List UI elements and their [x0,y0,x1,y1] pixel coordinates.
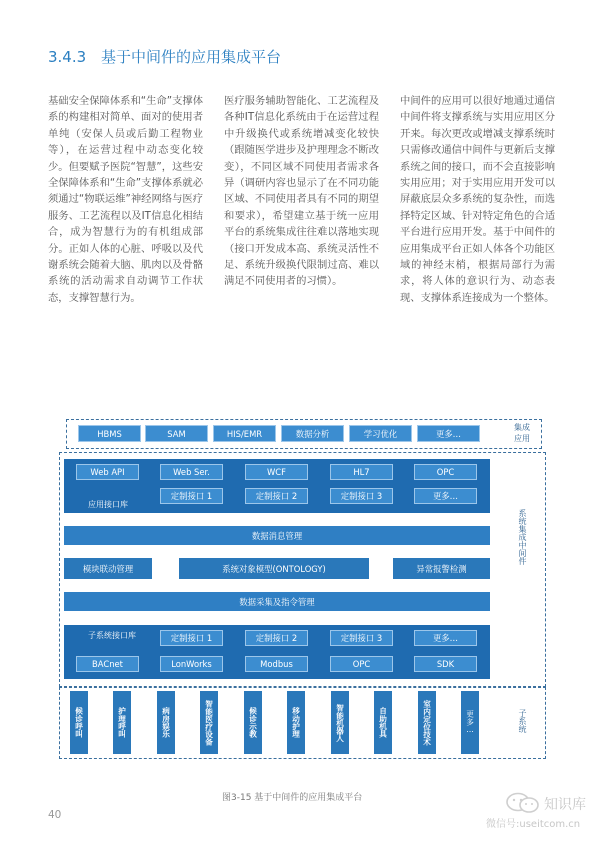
custom-interface-box: 定制接口 2 [245,630,308,646]
protocol-box: LonWorks [160,656,223,672]
subsystem-box: 自助机具 [374,691,392,754]
custom-interface-box: 更多… [414,630,477,646]
watermark-name: 知识库 [544,797,586,813]
protocol-box: BACnet [76,656,139,672]
section-number: 3.4.3 [48,48,87,66]
protocol-box: SDK [414,656,477,672]
custom-interface-box: 定制接口 1 [160,488,223,504]
protocol-box: OPC [330,656,393,672]
ontology-box: 系统对象模型(ONTOLOGY) [179,558,369,579]
custom-interface-box: 定制接口 1 [160,630,223,646]
api-box: Web API [76,464,139,480]
custom-interface-box: 定制接口 2 [245,488,308,504]
subsystem-side-label: 子系统 [518,709,527,733]
page-number: 40 [48,809,62,821]
custom-interface-box: 定制接口 3 [330,630,393,646]
protocol-box: Modbus [245,656,308,672]
middleware-side-label: 系统集成中间件 [518,509,527,565]
body-column-2: 医疗服务辅助智能化、工艺流程及各种IT信息化系统由于在运营过程中升级换代或系统增减变化较快（跟随医学进步及护理理念不断改变），不同区域不同使用者需求各异（调研内容也显示了在不同功能区域、不同使用者具有不同的期望和要求），希望建立基于统一应用平台的系统集成往往难以落地实现（接口开发成本高、系统灵活性不足、系统升级换代限制过高、难以满足不同使用者的习惯）。 [224,95,379,288]
linkage-management-box: 模块联动管理 [64,558,152,579]
apps-side-label: 集成 应用 [514,423,530,443]
app-box: SAM [145,425,208,442]
integration-platform-diagram [62,414,548,759]
section-title: 基于中间件的应用集成平台 [100,48,281,66]
api-box: Web Ser. [160,464,223,480]
subsystem-box: 候诊示教 [244,691,262,754]
subsystem-box: 候诊呼叫 [70,691,88,754]
subsystem-box: 病房娱乐 [157,691,175,754]
app-box: HIS/EMR [213,425,276,442]
app-box: 更多… [417,425,480,442]
api-box: HL7 [330,464,393,480]
subsystem-box: 移动护理 [287,691,305,754]
alarm-detection-box: 异常报警检测 [393,558,490,579]
body-column-3: 中间件的应用可以很好地通过通信中间件将支撑系统与实用应用区分开来。每次更改或增减支撑系统时只需修改通信中间件与更新后支撑系统之间的接口，而不会直接影响实用应用；对于实用应用开发可以屏蔽底层众多系统的复杂性，而选择特定区域、针对特定角色的合适平台进行应用开发。基于中间件的应用集成平台正如人体各个功能区域的神经末梢，根据局部行为需求，将人体的意识行为、动态表现、支撑体系连接成为一个整体。 [400,95,555,304]
subsystem-box: 更多… [461,691,479,754]
section-heading [48,46,281,67]
custom-interface-box: 定制接口 3 [330,488,393,504]
subsystem-box: 护理呼叫 [113,691,131,754]
subsystem-box: 智能医疗设备 [200,691,218,754]
api-box: OPC [414,464,477,480]
app-box: 数据分析 [281,425,344,442]
figure-caption: 图3-15 基于中间件的应用集成平台 [222,793,363,803]
api-box: WCF [245,464,308,480]
data-acquisition-bar: 数据采集及指令管理 [64,592,490,611]
app-box: 学习优化 [349,425,412,442]
subsystem-box: 智能机器人 [331,691,349,754]
body-column-1: 基础安全保障体系和“生命”支撑体系的构建相对简单、面对的使用者单纯（安保人员或后勤工程物业等），在运营过程中动态变化较少。但要赋予医院“智慧”，这些安全保障体系和“生命”支撑体系就必须通过“物联运维”神经网络与医疗服务、工艺流程以及IT信息化相结合，成为智慧行为的有机组成部分。正如人体的心脏、呼吸以及代谢系统会随着大脑、肌肉以及骨骼系统的活动需求自动调节工作状态，支撑智慧行为。 [48,95,203,304]
subsystem-library-label: 子系统接口库 [88,631,136,640]
api-library-label: 应用接口库 [88,500,128,509]
message-management-bar: 数据消息管理 [64,526,490,545]
app-box: HBMS [78,425,141,442]
watermark-account: 微信号:useitcom.cn [486,819,581,830]
custom-interface-box: 更多… [414,488,477,504]
wechat-icon [506,792,540,814]
subsystem-box: 室内定位技术 [418,691,436,754]
